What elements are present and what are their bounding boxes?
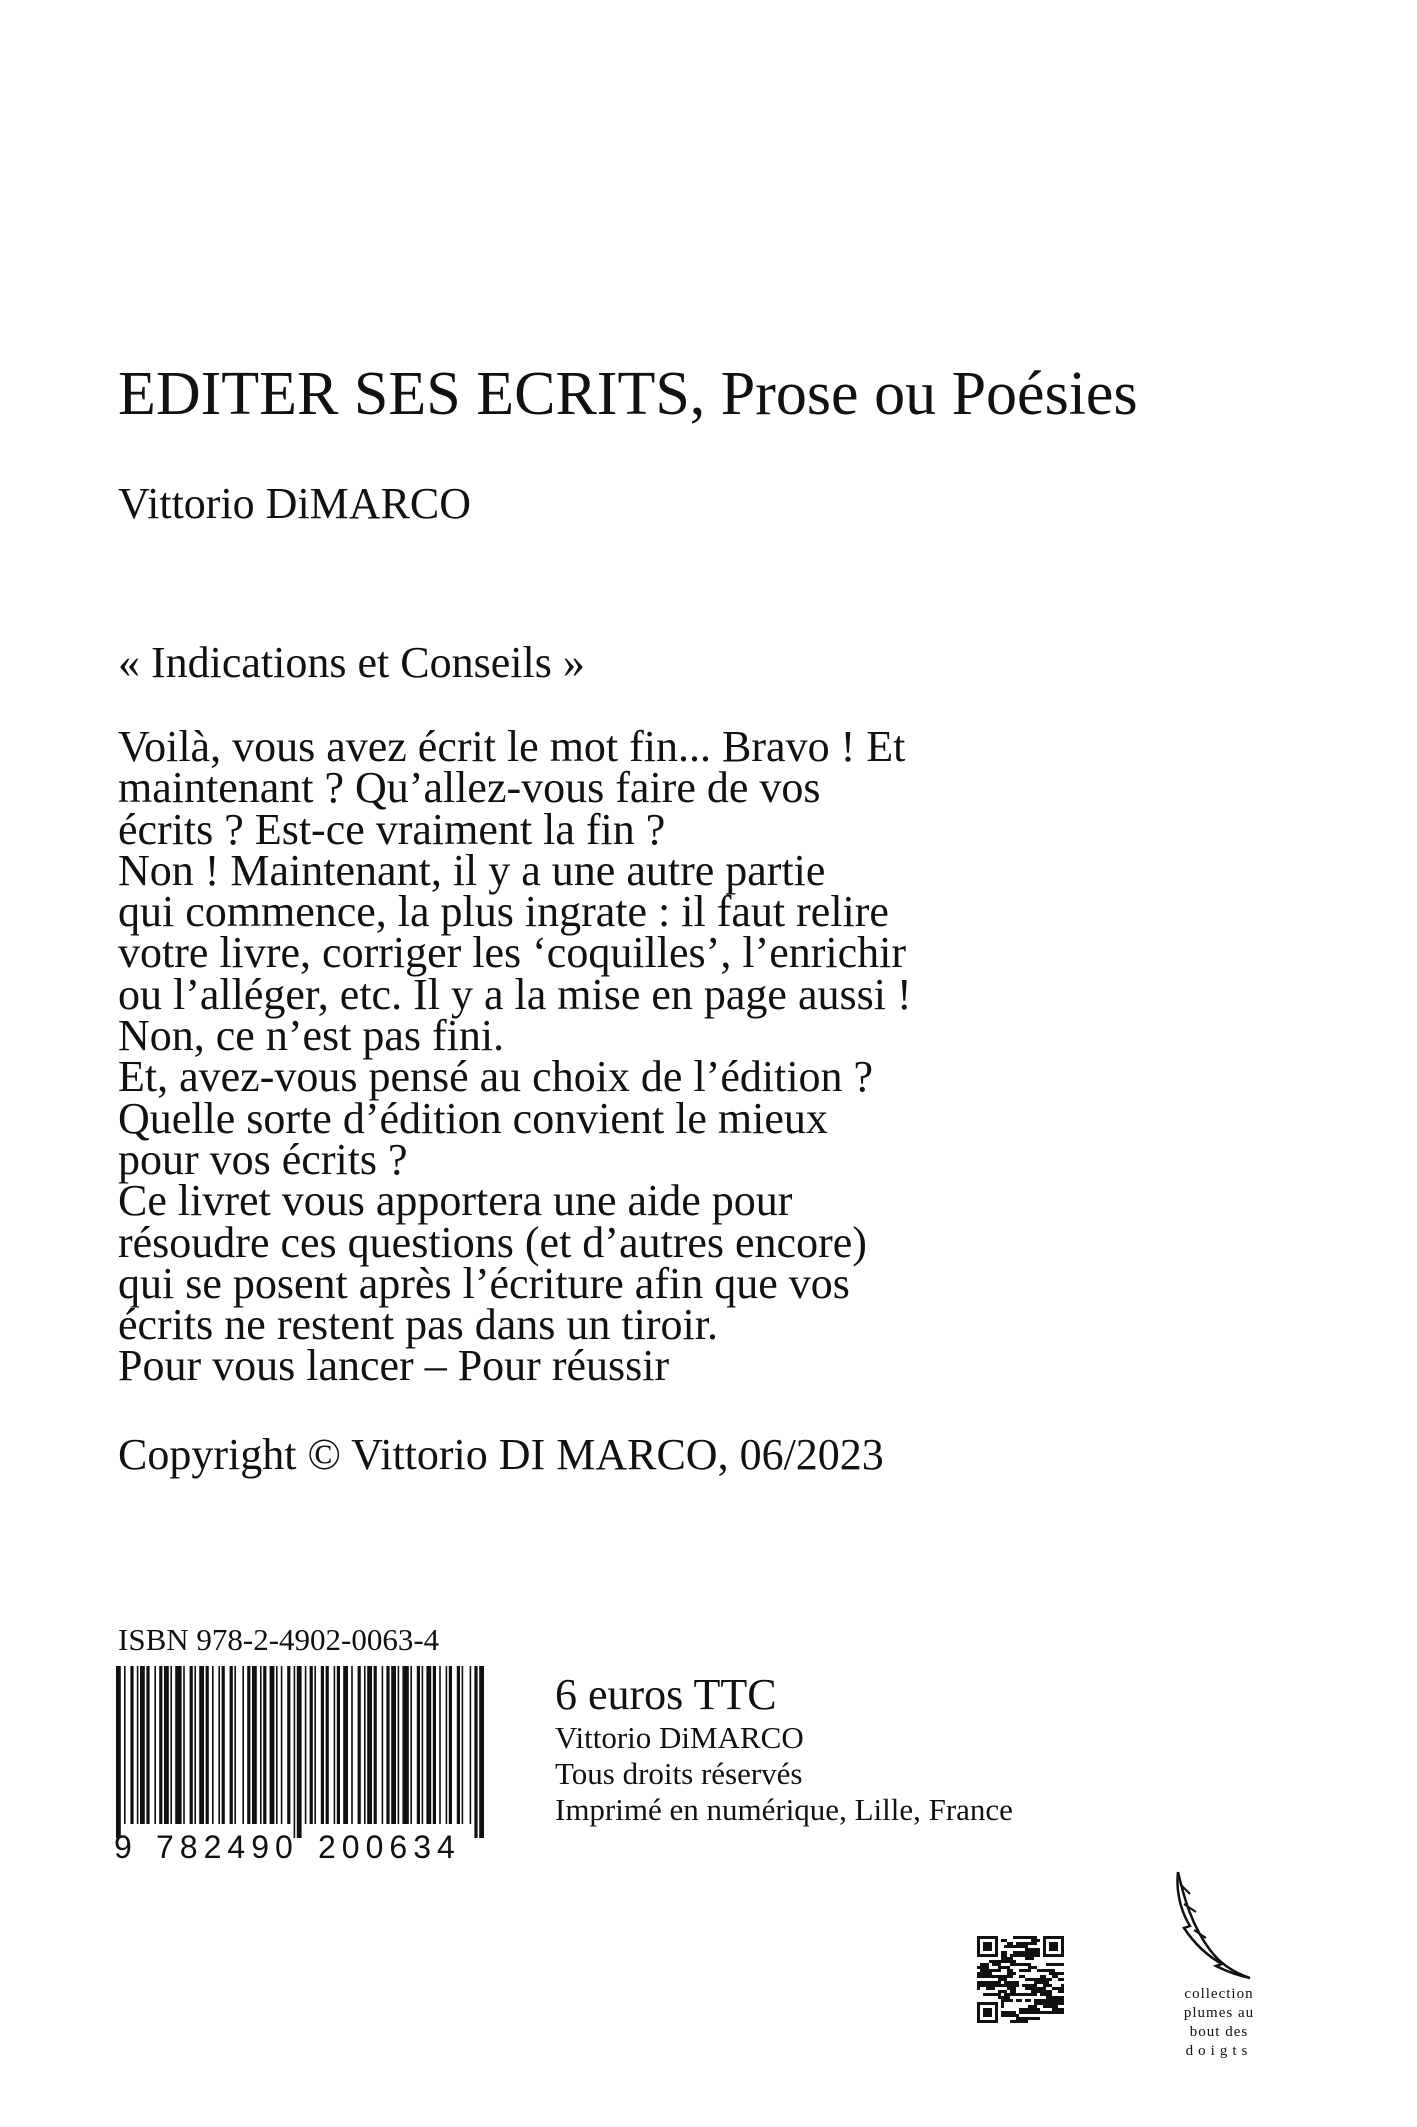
blurb-line: Quelle sorte d’édition convient le mieux (118, 1093, 828, 1143)
publisher-info (555, 1720, 1013, 1828)
blurb-line: Ce livret vous apportera une aide pour (118, 1176, 793, 1226)
collection-logo-text (1160, 1985, 1278, 2061)
blurb-line: maintenant ? Qu’allez-vous faire de vos (118, 763, 821, 813)
blurb-line: Voilà, vous avez écrit le mot fin... Bravo ! Et (118, 722, 906, 771)
blurb-line: Non, ce n’est pas fini. (118, 1011, 505, 1061)
blurb-line: qui commence, la plus ingrate : il faut relire (118, 887, 889, 937)
blurb-line: écrits ne restent pas dans un tiroir. (118, 1300, 718, 1350)
blurb-line: Non ! Maintenant, il y a une autre partie (118, 845, 826, 895)
logo-line: bout des (1189, 2024, 1249, 2040)
info-author: Vittorio DiMARCO (555, 1720, 804, 1755)
isbn-label: ISBN 978-2-4902-0063-4 (118, 1622, 440, 1657)
blurb-line: Pour vous lancer – Pour réussir (118, 1341, 670, 1391)
blurb-line: résoudre ces questions (et d’autres encore) (118, 1217, 867, 1267)
info-rights: Tous droits réservés (555, 1756, 803, 1791)
blurb-line: écrits ? Est-ce vraiment la fin ? (118, 804, 666, 854)
blurb-line: ou l’alléger, etc. Il y a la mise en page aussi ! (118, 969, 912, 1019)
book-title: EDITER SES ECRITS, Prose ou Poésies (118, 360, 1138, 428)
author-name: Vittorio DiMARCO (118, 479, 472, 528)
price: 6 euros TTC (555, 1670, 777, 1719)
blurb-line: qui se posent après l’écriture afin que vos (118, 1258, 850, 1308)
barcode-icon (112, 1666, 490, 1864)
logo-line: plumes au (1183, 2005, 1255, 2021)
blurb-line: pour vos écrits ? (118, 1134, 408, 1184)
blurb-line: Et, avez-vous pensé au choix de l’édition ? (118, 1052, 874, 1102)
blurb-line: votre livre, corriger les ‘coquilles’, l’enrichir (118, 928, 907, 978)
logo-line: doigts (1185, 2043, 1253, 2059)
feather-quill-icon (1170, 1868, 1260, 1980)
barcode-digit-lead: 9 (114, 1829, 132, 1864)
qr-code-icon (977, 1936, 1064, 2023)
logo-line: collection (1184, 1986, 1254, 2002)
barcode-digits-right: 200634 (318, 1829, 461, 1864)
subtitle: « Indications et Conseils » (118, 638, 585, 687)
blurb (118, 722, 912, 1391)
info-printing: Imprimé en numérique, Lille, France (555, 1792, 1013, 1827)
barcode-digits-left: 782490 (156, 1829, 299, 1864)
copyright-notice: Copyright © Vittorio DI MARCO, 06/2023 (118, 1430, 884, 1479)
